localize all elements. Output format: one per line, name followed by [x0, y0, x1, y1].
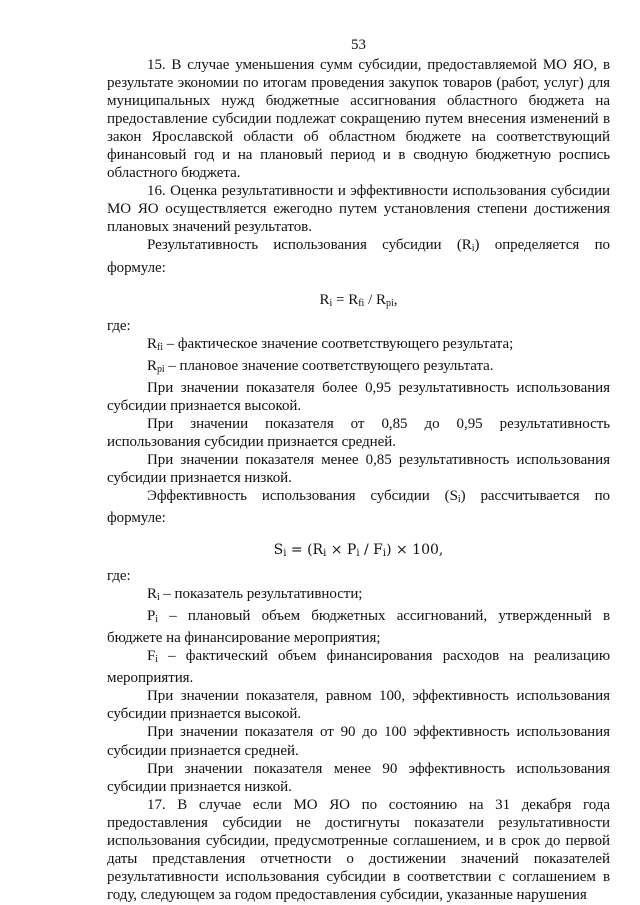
symbol: / R — [364, 291, 387, 308]
subscript: i — [323, 548, 327, 560]
symbol: = R — [332, 291, 359, 308]
s-high: При значении показателя, равном 100, эффективность использования субсидии признается высокой. — [107, 688, 610, 723]
subscript: pi — [386, 297, 394, 309]
symbol: S — [273, 542, 284, 559]
formula-r — [107, 291, 610, 313]
subscript: fi — [358, 297, 365, 309]
text: – плановое значение соответствующего результата. — [164, 357, 494, 374]
subscript: i — [155, 614, 159, 626]
subscript: i — [471, 243, 475, 255]
s-mid: При значении показателя от 90 до 100 эффективность использования субсидии признается средней. — [107, 724, 610, 759]
subscript: i — [356, 548, 360, 560]
symbol: = (R — [286, 542, 324, 559]
where-label: где: — [107, 317, 131, 334]
subscript: fi — [156, 341, 163, 353]
subscript: i — [457, 493, 461, 505]
paragraph-17: 17. В случае если МО ЯО по состоянию на 31 декабря года предоставления субсидии не достигнуты показатели результативности использования субсидии, предусмотренные соглашением, и в срок до первой даты представления отчетности о достижении значений показателей результативности использования субсидии в соответствии с соглашением в году, следующем за годом предоставления субсидии, указанные нарушения — [107, 796, 610, 903]
definition-pi — [107, 607, 610, 647]
effectiveness-s-intro — [107, 487, 610, 527]
subscript: pi — [156, 363, 165, 375]
subscript: i — [329, 297, 333, 309]
text: – фактическое значение соответствующего результата; — [162, 335, 514, 352]
text: ) рассчитывается по формуле: — [107, 487, 610, 527]
symbol: R — [147, 335, 157, 352]
s-low: При значении показателя менее 90 эффективность использования субсидии признается низкой. — [107, 760, 610, 795]
symbol: R — [147, 357, 157, 374]
r-low: При значении показателя менее 0,85 результативность использования субсидии признается низкой. — [107, 451, 610, 486]
r-mid: При значении показателя от 0,85 до 0,95 результативность использования субсидии признается средней. — [107, 415, 610, 450]
text: – фактический объем финансирования расходов на реализацию мероприятия. — [107, 648, 610, 687]
subscript: i — [283, 548, 287, 560]
text: – показатель результативности; — [159, 586, 363, 603]
r-high: При значении показателя более 0,95 результативность использования субсидии признается высокой. — [107, 379, 610, 414]
subscript: i — [155, 654, 159, 666]
symbol: R — [147, 586, 157, 603]
subscript: i — [382, 548, 387, 560]
definition-rpi — [107, 357, 610, 379]
symbol: ) × 100, — [386, 542, 444, 559]
text: ) определяется по формуле: — [107, 237, 610, 276]
formula-s — [107, 541, 610, 563]
symbol: P — [147, 608, 156, 625]
page-number: 53 — [351, 37, 366, 53]
where-label: где: — [107, 568, 131, 585]
symbol: × P — [326, 542, 357, 559]
paragraph-16: 16. Оценка результативности и эффективности использования субсидии МО ЯО осуществляется ежегодно путем установления степени достижения плановых значений результатов. — [107, 183, 610, 236]
text: – плановый объем бюджетных ассигнований, утвержденный в бюджете на финансирование мероприятия; — [107, 608, 610, 647]
paragraph-15: 15. В случае уменьшения сумм субсидии, предоставляемой МО ЯО, в результате экономии по итогам проведения закупок товаров (работ, услуг) для муниципальных нужд бюджетные ассигнования областного бюджета на предоставление субсидии подлежат сокращению путем внесения изменений в закон Ярославской области об областном бюджете на соответствующий финансовый год и на плановый период и в сводную бюджетную роспись областного бюджета. — [107, 57, 610, 182]
subscript: i — [156, 592, 160, 604]
definition-fi — [107, 647, 610, 687]
symbol: / F — [359, 542, 383, 559]
text: Результативность использования субсидии (R — [147, 237, 472, 254]
text: Эффективность использования субсидии (S — [147, 487, 458, 504]
definition-ri — [107, 585, 610, 607]
definition-rfi — [107, 335, 610, 357]
symbol: R — [319, 291, 330, 308]
effectiveness-r-intro — [107, 236, 610, 276]
symbol: , — [393, 291, 398, 308]
symbol: F — [147, 648, 156, 665]
